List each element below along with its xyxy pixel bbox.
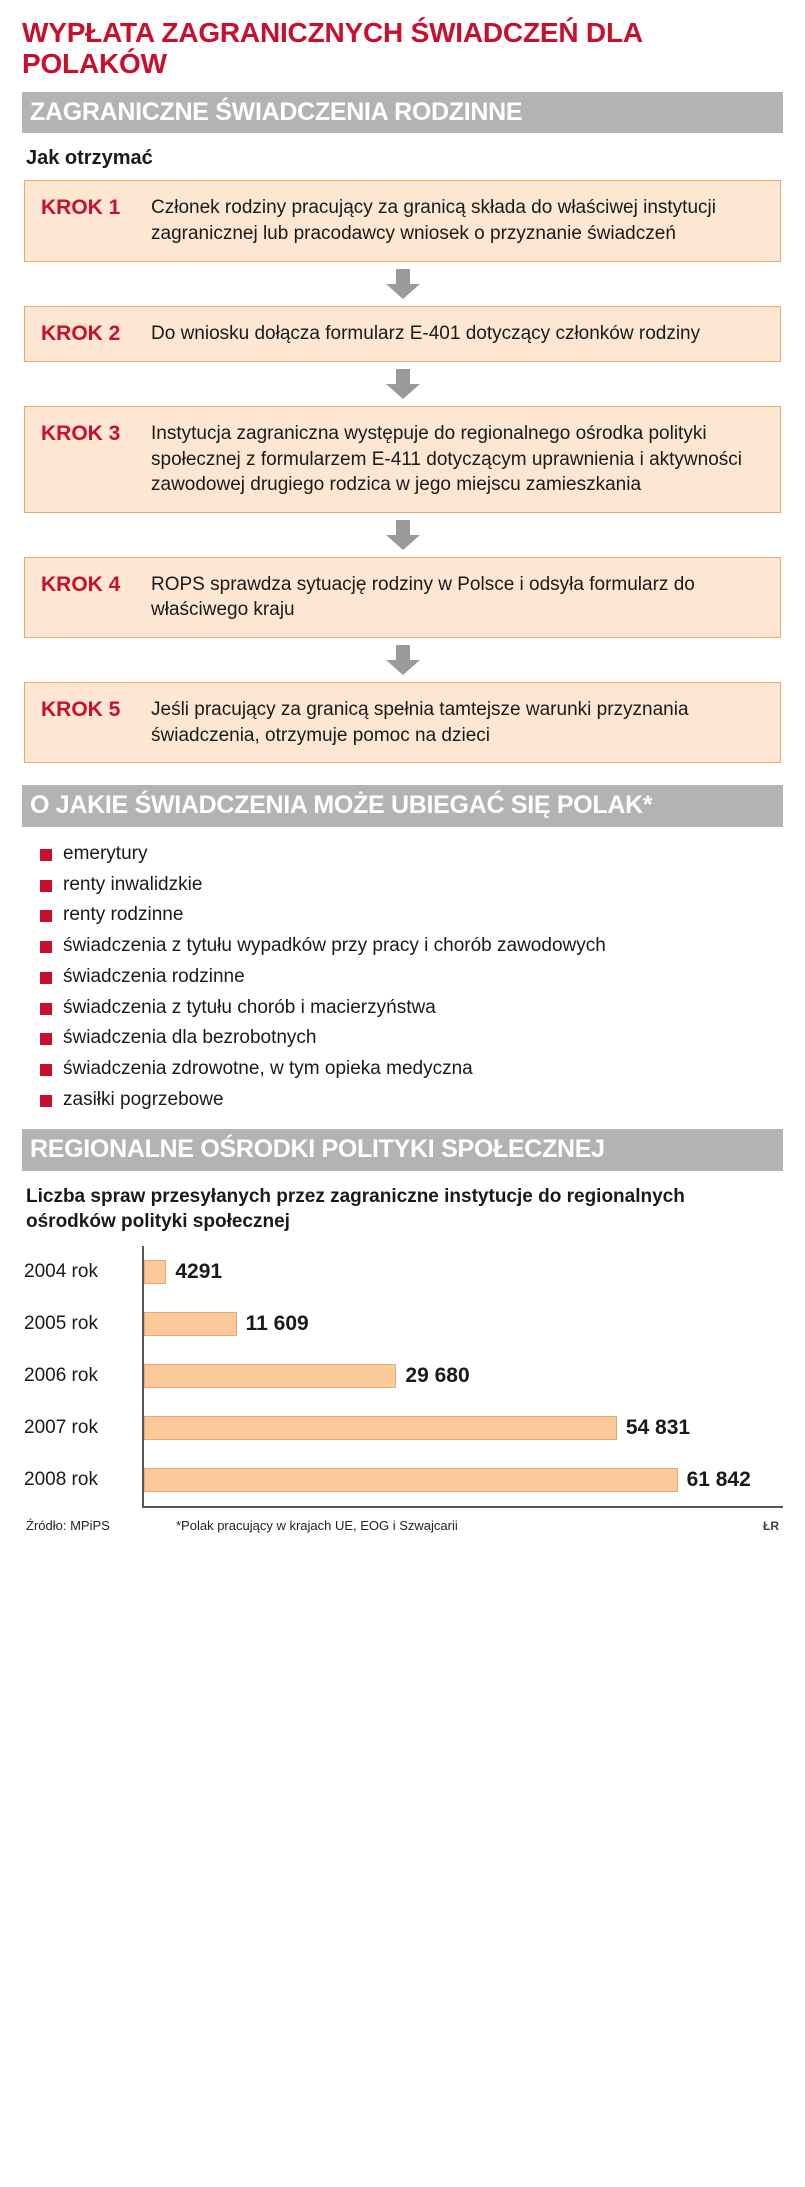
author-signature: ŁR: [763, 1519, 779, 1534]
chart-bar: [144, 1364, 396, 1388]
arrow-down-icon: [386, 520, 420, 550]
list-item: [40, 839, 779, 870]
step-label: KROK 5: [41, 698, 121, 722]
step-text: Członek rodziny pracujący za granicą składa do właściwej instytucji zagranicznej lub pracodawcy wniosek o przyznanie świadczeń: [151, 197, 716, 244]
chart-category-label: 2006 rok: [24, 1365, 98, 1387]
square-bullet-icon: [40, 972, 52, 984]
chart-value-label: 54 831: [625, 1416, 691, 1440]
chart-category-label: 2005 rok: [24, 1313, 98, 1335]
step-text: Jeśli pracujący za granicą spełnia tamtejsze warunki przyznania świadczenia, otrzymuje pomoc na dzieci: [151, 699, 689, 746]
step-box: [24, 180, 781, 261]
list-item-label: świadczenia rodzinne: [63, 965, 245, 987]
list-item-label: świadczenia dla bezrobotnych: [63, 1027, 317, 1049]
bar-chart: [22, 1246, 783, 1508]
chart-track: [142, 1454, 783, 1506]
square-bullet-icon: [40, 880, 52, 892]
square-bullet-icon: [40, 849, 52, 861]
section-header-rops: REGIONALNE OŚRODKI POLITYKI SPOŁECZNEJ: [22, 1129, 783, 1171]
list-item-label: świadczenia z tytułu wypadków przy pracy i chorób zawodowych: [63, 935, 606, 957]
square-bullet-icon: [40, 1003, 52, 1015]
footnote: *Polak pracujący w krajach UE, EOG i Szwajcarii: [176, 1518, 458, 1534]
chart-track: [142, 1298, 783, 1350]
arrow-down-icon: [386, 369, 420, 399]
list-item-label: renty inwalidzkie: [63, 873, 203, 895]
list-item: [40, 962, 779, 993]
chart-value-label: 61 842: [686, 1468, 751, 1492]
chart-bar: [144, 1416, 617, 1440]
chart-track: [142, 1402, 783, 1454]
chart-row: [24, 1298, 783, 1350]
flow-arrow: [24, 638, 781, 682]
list-item: [40, 993, 779, 1024]
square-bullet-icon: [40, 1033, 52, 1045]
chart-category-label: 2008 rok: [24, 1469, 98, 1491]
list-item: [40, 900, 779, 931]
chart-bar: [144, 1260, 166, 1284]
list-item: [40, 931, 779, 962]
list-item: [40, 1023, 779, 1054]
chart-row: [24, 1402, 783, 1454]
chart-row: [24, 1454, 783, 1506]
step-box: [24, 406, 781, 513]
step-text: Do wniosku dołącza formularz E-401 dotyczący członków rodziny: [151, 322, 701, 344]
step-label: KROK 1: [41, 196, 121, 220]
step-text: Instytucja zagraniczna występuje do regionalnego ośrodka polityki społecznej z formularzem E-411 dotyczącym uprawnienia i aktywności zawodowej drugiego rodzica w jego miejscu zamieszkania: [151, 422, 743, 496]
step-label: KROK 4: [41, 572, 121, 596]
list-item-label: zasiłki pogrzebowe: [63, 1088, 224, 1110]
step-label: KROK 2: [41, 321, 121, 345]
list-item: [40, 1085, 779, 1116]
square-bullet-icon: [40, 1095, 52, 1107]
section-header-benefits-list: O JAKIE ŚWIADCZENIA MOŻE UBIEGAĆ SIĘ POLAK*: [22, 785, 783, 827]
step-box: [24, 682, 781, 763]
flow-arrow: [24, 362, 781, 406]
arrow-down-icon: [386, 645, 420, 675]
section-header-family-benefits: ZAGRANICZNE ŚWIADCZENIA RODZINNE: [22, 92, 783, 134]
chart-value-label: 4291: [175, 1260, 223, 1284]
chart-bar: [144, 1312, 237, 1336]
square-bullet-icon: [40, 1064, 52, 1076]
list-item: [40, 1054, 779, 1085]
square-bullet-icon: [40, 910, 52, 922]
page-title: WYPŁATA ZAGRANICZNYCH ŚWIADCZEŃ DLA POLAKÓW: [22, 17, 642, 79]
chart-category-label: 2004 rok: [24, 1261, 98, 1283]
chart-track: [142, 1246, 783, 1298]
list-item-label: świadczenia zdrowotne, w tym opieka medyczna: [63, 1057, 473, 1079]
chart-track: [142, 1350, 783, 1402]
list-item-label: renty rodzinne: [63, 904, 184, 926]
footer: [22, 1508, 783, 1533]
chart-row: [24, 1246, 783, 1298]
step-label: KROK 3: [41, 421, 121, 445]
flow-arrow: [24, 262, 781, 306]
subheading-how-to-get: Jak otrzymać: [26, 147, 153, 170]
chart-title: Liczba spraw przesyłanych przez zagraniczne instytucje do regionalnych ośrodków polityki społecznej: [26, 1186, 685, 1232]
chart-category-label: 2007 rok: [24, 1417, 98, 1439]
list-item: [40, 870, 779, 901]
steps-flow: [22, 180, 783, 763]
list-item-label: świadczenia z tytułu chorób i macierzyństwa: [63, 996, 436, 1018]
step-box: [24, 306, 781, 362]
step-box: [24, 557, 781, 638]
chart-row: [24, 1350, 783, 1402]
arrow-down-icon: [386, 269, 420, 299]
benefits-list: [22, 827, 783, 1129]
flow-arrow: [24, 513, 781, 557]
chart-value-label: 11 609: [245, 1312, 309, 1336]
chart-bar: [144, 1468, 678, 1492]
square-bullet-icon: [40, 941, 52, 953]
source-label: Źródło: MPiPS: [26, 1518, 110, 1534]
chart-value-label: 29 680: [405, 1364, 470, 1388]
list-item-label: emerytury: [63, 843, 148, 865]
step-text: ROPS sprawdza sytuację rodziny w Polsce i odsyła formularz do właściwego kraju: [151, 573, 695, 621]
chart-axis-line: [142, 1506, 783, 1508]
